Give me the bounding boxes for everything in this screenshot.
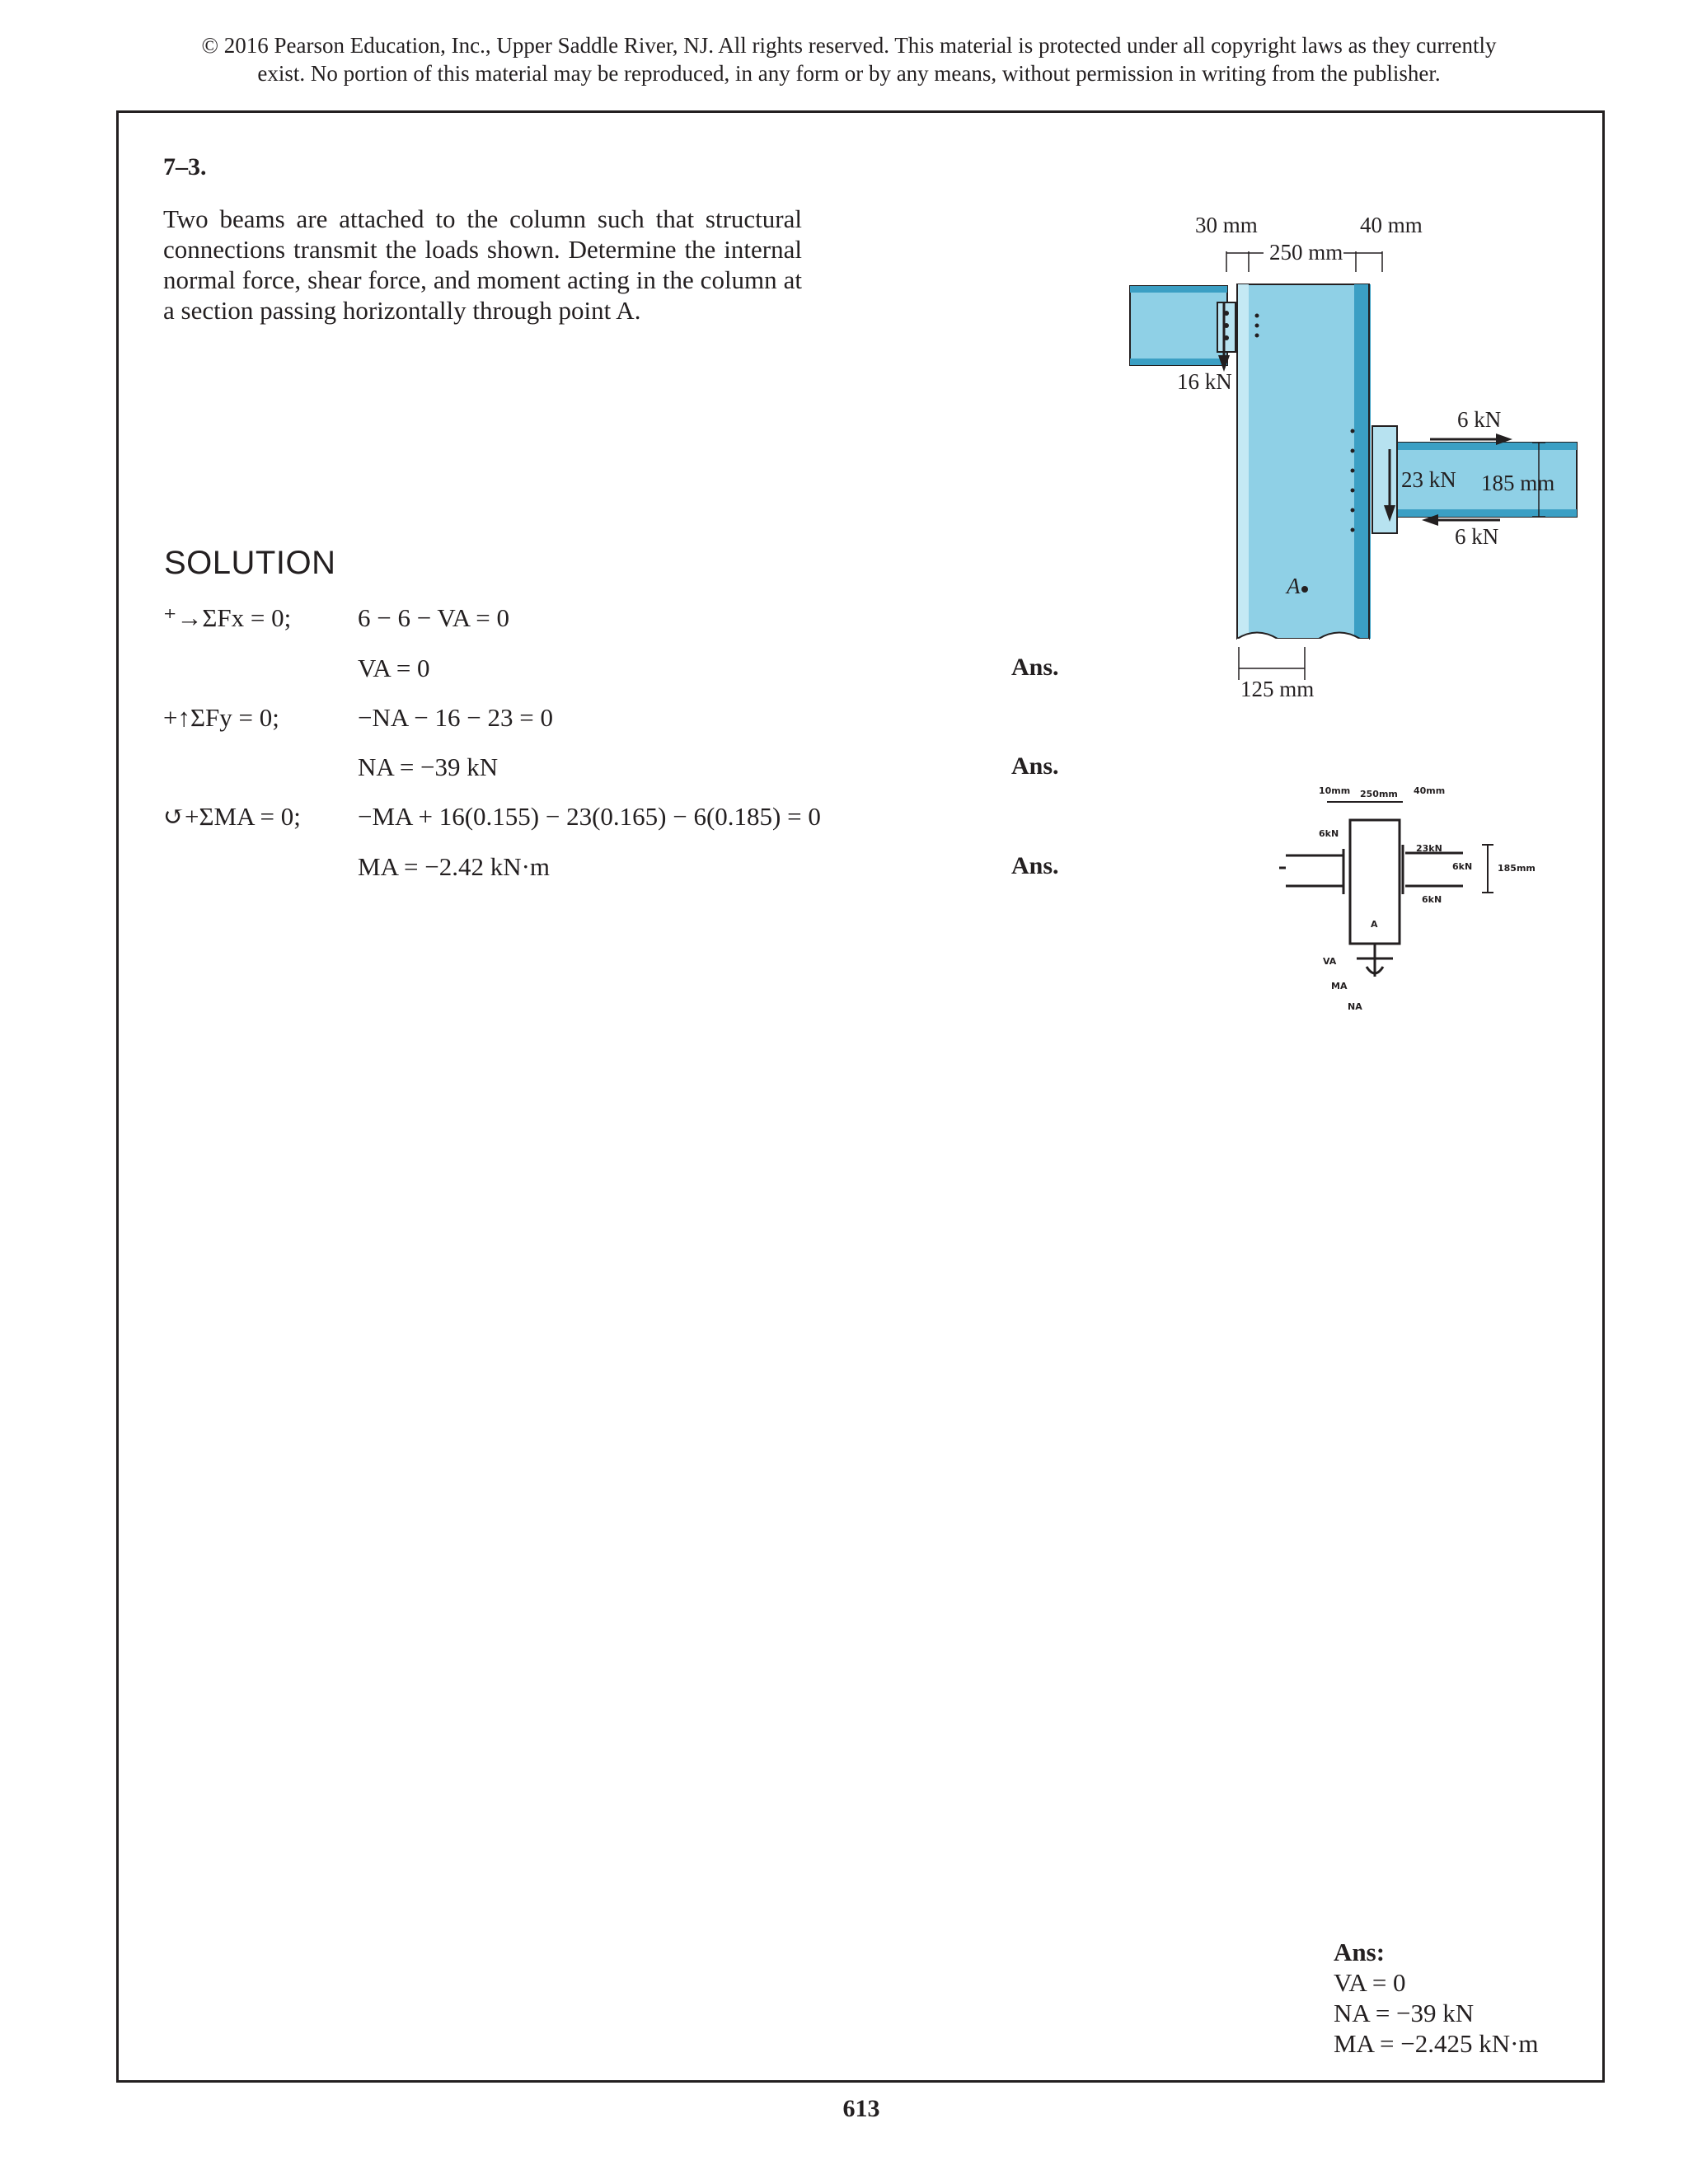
sketch-label-10mm: 10mm bbox=[1319, 785, 1351, 796]
label-185mm: 185 mm bbox=[1481, 471, 1555, 495]
copyright-line-1: © 2016 Pearson Education, Inc., Upper Saddle River, NJ. All rights reserved. This material is protected under all copyright laws as they currently bbox=[201, 33, 1497, 58]
label-16kn: 16 kN bbox=[1177, 369, 1232, 394]
sketch-label-ma: MA bbox=[1331, 981, 1348, 991]
sketch-label-6kn-left: 6kN bbox=[1319, 828, 1339, 839]
eq-sum-ma: −MA + 16(0.155) − 23(0.165) − 6(0.185) = 0 bbox=[358, 802, 821, 831]
hand-sketch-fbd bbox=[1261, 779, 1558, 1026]
label-point-a: A bbox=[1287, 574, 1301, 598]
label-30mm: 30 mm bbox=[1195, 213, 1258, 237]
final-answer-na: NA = −39 kN bbox=[1334, 1999, 1475, 2027]
sketch-label-6kn-right: 6kN bbox=[1452, 861, 1473, 872]
sketch-label-6kn-bottom: 6kN bbox=[1422, 894, 1442, 905]
column-figure bbox=[1125, 210, 1587, 713]
sketch-label-40mm: 40mm bbox=[1414, 785, 1446, 796]
page-number: 613 bbox=[842, 2095, 880, 2122]
ans-label-va: Ans. bbox=[1011, 654, 1059, 681]
eq-ma-result: MA = −2.42 kN·m bbox=[358, 852, 551, 881]
label-6kn-bottom: 6 kN bbox=[1455, 524, 1499, 549]
sketch-label-na: NA bbox=[1348, 1001, 1362, 1012]
eq-label-sum-fy: +↑ΣFy = 0; bbox=[163, 703, 279, 732]
sketch-label-250mm: 250mm bbox=[1360, 789, 1398, 799]
final-answers-heading: Ans: bbox=[1334, 1938, 1386, 1966]
point-a-marker bbox=[1301, 586, 1308, 593]
problem-statement: Two beams are attached to the column such that structural connections transmit the loads shown. Determine the internal normal force, shear force, and moment acting in the column at a section passing horizontally through point A. bbox=[163, 204, 802, 325]
eq-na-result: NA = −39 kN bbox=[358, 752, 499, 781]
sketch-label-185mm: 185mm bbox=[1498, 863, 1536, 874]
label-125mm: 125 mm bbox=[1240, 677, 1315, 701]
solution-heading: SOLUTION bbox=[164, 545, 336, 581]
final-answer-va: VA = 0 bbox=[1334, 1968, 1406, 1997]
eq-sum-fx: 6 − 6 − VA = 0 bbox=[358, 603, 509, 632]
label-6kn-top: 6 kN bbox=[1457, 407, 1502, 432]
copyright-notice bbox=[99, 31, 1599, 87]
eq-va-result: VA = 0 bbox=[358, 654, 430, 682]
final-answers-box bbox=[1334, 1937, 1539, 2059]
sketch-label-23kn: 23kN bbox=[1416, 843, 1442, 854]
ans-label-na: Ans. bbox=[1011, 752, 1059, 780]
problem-number: 7–3. bbox=[163, 153, 207, 180]
eq-label-sum-fx: ⁺→ΣFx = 0; bbox=[163, 603, 292, 632]
eq-label-sum-ma: ↺+ΣMA = 0; bbox=[163, 802, 301, 831]
sketch-label-va: VA bbox=[1323, 956, 1337, 967]
label-250mm: 250 mm bbox=[1269, 240, 1343, 265]
final-answer-ma: MA = −2.425 kN·m bbox=[1334, 2029, 1539, 2058]
eq-sum-fy: −NA − 16 − 23 = 0 bbox=[358, 703, 553, 732]
column-body bbox=[1237, 284, 1371, 655]
sketch-label-a: A bbox=[1371, 919, 1378, 930]
copyright-line-2: exist. No portion of this material may be reproduced, in any form or by any means, without permission in writing from the publisher. bbox=[257, 61, 1441, 86]
label-40mm: 40 mm bbox=[1360, 213, 1423, 237]
label-23kn: 23 kN bbox=[1401, 467, 1456, 492]
ans-label-ma: Ans. bbox=[1011, 852, 1059, 879]
